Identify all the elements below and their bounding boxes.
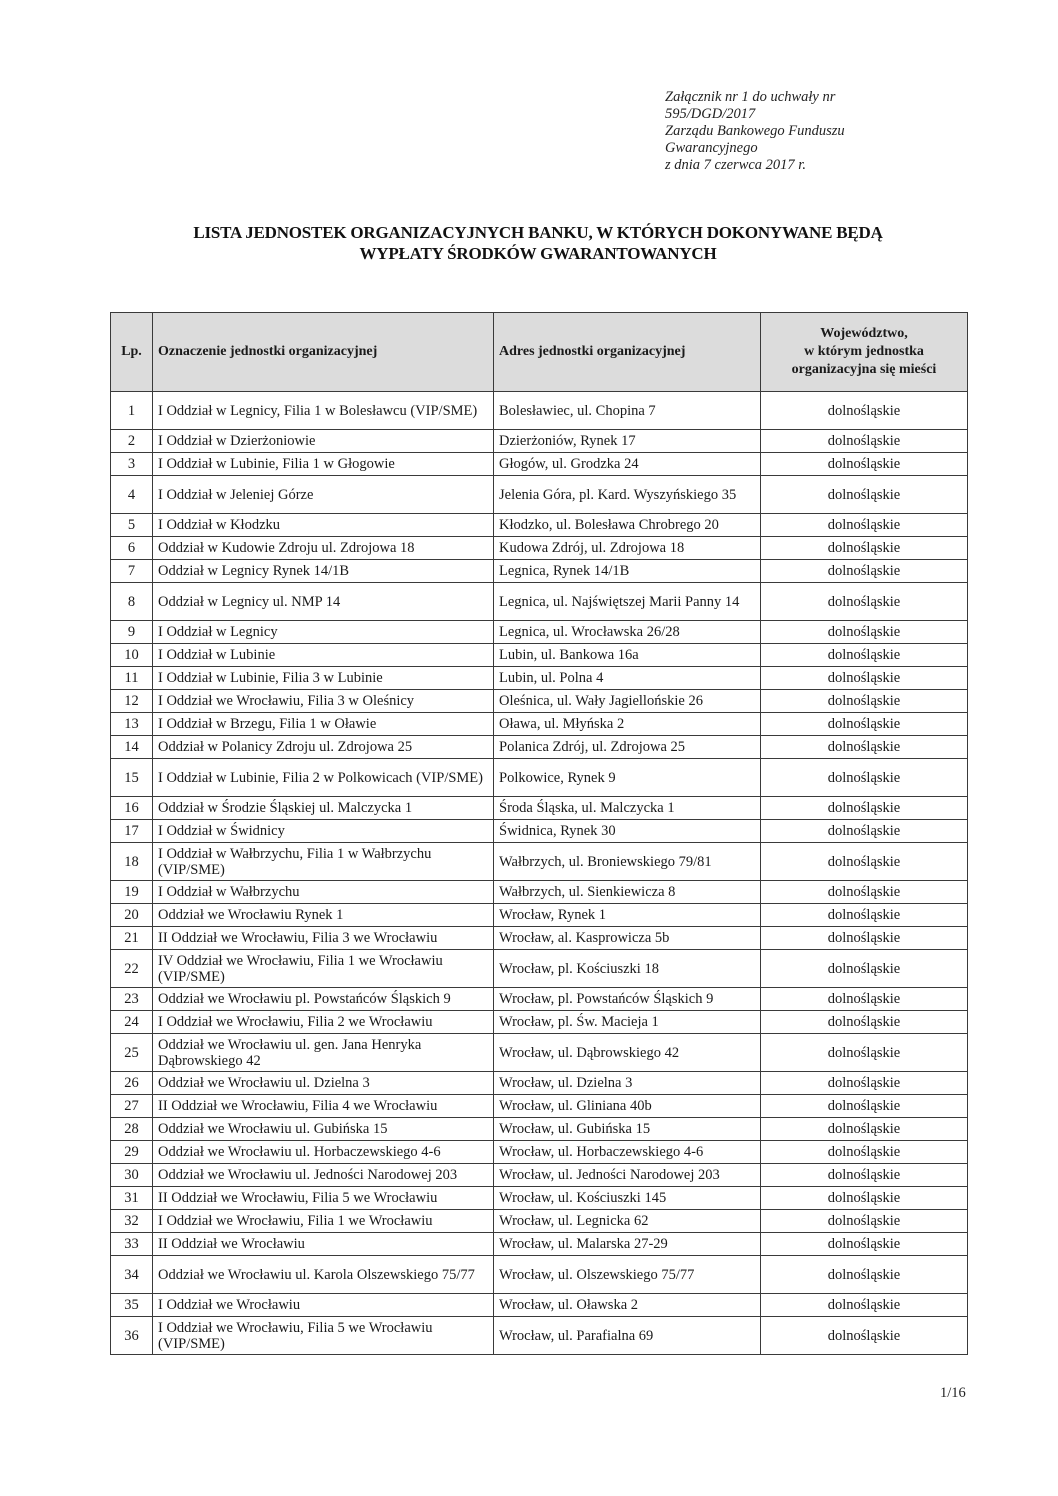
row-unit-name: I Oddział w Świdnicy <box>153 820 494 843</box>
row-voivodeship: dolnośląskie <box>761 1034 968 1072</box>
row-unit-name: I Oddział w Lubinie <box>153 644 494 667</box>
table-row <box>111 1118 968 1141</box>
row-unit-name: I Oddział w Kłodzku <box>153 514 494 537</box>
row-voivodeship: dolnośląskie <box>761 1317 968 1355</box>
row-voivodeship: dolnośląskie <box>761 1187 968 1210</box>
row-unit-name: I Oddział w Brzegu, Filia 1 w Oławie <box>153 713 494 736</box>
annex-line: Zarządu Bankowego Funduszu <box>665 123 845 139</box>
row-unit-address: Wrocław, ul. Jedności Narodowej 203 <box>494 1164 761 1187</box>
table-row <box>111 430 968 453</box>
row-voivodeship: dolnośląskie <box>761 1294 968 1317</box>
row-lp: 28 <box>111 1118 153 1141</box>
row-unit-name: I Oddział w Legnicy, Filia 1 w Bolesławcu (VIP/SME) <box>153 392 494 430</box>
row-unit-address: Bolesławiec, ul. Chopina 7 <box>494 392 761 430</box>
table-row <box>111 904 968 927</box>
row-unit-name: Oddział w Legnicy Rynek 14/1B <box>153 560 494 583</box>
table-row <box>111 667 968 690</box>
row-unit-name: Oddział we Wrocławiu Rynek 1 <box>153 904 494 927</box>
row-unit-address: Lubin, ul. Polna 4 <box>494 667 761 690</box>
row-lp: 29 <box>111 1141 153 1164</box>
row-unit-name: Oddział w Legnicy ul. NMP 14 <box>153 583 494 621</box>
table-row <box>111 736 968 759</box>
row-unit-address: Polanica Zdrój, ul. Zdrojowa 25 <box>494 736 761 759</box>
row-unit-address: Wrocław, ul. Gubińska 15 <box>494 1118 761 1141</box>
row-unit-name: II Oddział we Wrocławiu, Filia 3 we Wrocławiu <box>153 927 494 950</box>
row-unit-address: Dzierżoniów, Rynek 17 <box>494 430 761 453</box>
row-voivodeship: dolnośląskie <box>761 881 968 904</box>
table-row <box>111 881 968 904</box>
row-voivodeship: dolnośląskie <box>761 988 968 1011</box>
row-lp: 36 <box>111 1317 153 1355</box>
row-voivodeship: dolnośląskie <box>761 736 968 759</box>
row-unit-address: Wrocław, ul. Olszewskiego 75/77 <box>494 1256 761 1294</box>
row-unit-address: Wrocław, al. Kasprowicza 5b <box>494 927 761 950</box>
row-lp: 7 <box>111 560 153 583</box>
row-unit-address: Świdnica, Rynek 30 <box>494 820 761 843</box>
row-voivodeship: dolnośląskie <box>761 583 968 621</box>
row-unit-address: Kłodzko, ul. Bolesława Chrobrego 20 <box>494 514 761 537</box>
row-unit-address: Kudowa Zdrój, ul. Zdrojowa 18 <box>494 537 761 560</box>
row-unit-name: I Oddział w Lubinie, Filia 3 w Lubinie <box>153 667 494 690</box>
table-row <box>111 1187 968 1210</box>
table-row <box>111 537 968 560</box>
row-voivodeship: dolnośląskie <box>761 820 968 843</box>
row-unit-address: Wrocław, ul. Horbaczewskiego 4-6 <box>494 1141 761 1164</box>
row-lp: 3 <box>111 453 153 476</box>
row-unit-name: Oddział w Polanicy Zdroju ul. Zdrojowa 25 <box>153 736 494 759</box>
table-row <box>111 927 968 950</box>
table-row <box>111 1210 968 1233</box>
document-title-line-2: WYPŁATY ŚRODKÓW GWARANTOWANYCH <box>359 244 717 263</box>
row-unit-name: Oddział we Wrocławiu ul. Dzielna 3 <box>153 1072 494 1095</box>
row-voivodeship: dolnośląskie <box>761 430 968 453</box>
table-row <box>111 1164 968 1187</box>
row-unit-address: Wałbrzych, ul. Sienkiewicza 8 <box>494 881 761 904</box>
header-voivodeship <box>761 313 968 392</box>
row-unit-name: I Oddział we Wrocławiu, Filia 3 w Oleśnicy <box>153 690 494 713</box>
row-lp: 16 <box>111 797 153 820</box>
row-voivodeship: dolnośląskie <box>761 621 968 644</box>
annex-line: 595/DGD/2017 <box>665 106 756 122</box>
row-lp: 1 <box>111 392 153 430</box>
row-lp: 30 <box>111 1164 153 1187</box>
row-lp: 6 <box>111 537 153 560</box>
table-row <box>111 476 968 514</box>
row-unit-name: II Oddział we Wrocławiu, Filia 4 we Wrocławiu <box>153 1095 494 1118</box>
row-unit-name: I Oddział w Lubinie, Filia 2 w Polkowicach (VIP/SME) <box>153 759 494 797</box>
row-lp: 13 <box>111 713 153 736</box>
row-unit-name: Oddział we Wrocławiu ul. Karola Olszewskiego 75/77 <box>153 1256 494 1294</box>
row-lp: 17 <box>111 820 153 843</box>
row-unit-address: Polkowice, Rynek 9 <box>494 759 761 797</box>
table-header-row <box>111 313 968 392</box>
row-voivodeship: dolnośląskie <box>761 797 968 820</box>
row-lp: 26 <box>111 1072 153 1095</box>
row-voivodeship: dolnośląskie <box>761 1256 968 1294</box>
table-row <box>111 950 968 988</box>
row-voivodeship: dolnośląskie <box>761 560 968 583</box>
row-lp: 4 <box>111 476 153 514</box>
table-row <box>111 1072 968 1095</box>
row-lp: 15 <box>111 759 153 797</box>
row-unit-address: Wałbrzych, ul. Broniewskiego 79/81 <box>494 843 761 881</box>
row-lp: 19 <box>111 881 153 904</box>
table-row <box>111 583 968 621</box>
row-lp: 22 <box>111 950 153 988</box>
table-row <box>111 1233 968 1256</box>
row-unit-name: IV Oddział we Wrocławiu, Filia 1 we Wrocławiu (VIP/SME) <box>153 950 494 988</box>
row-voivodeship: dolnośląskie <box>761 759 968 797</box>
row-voivodeship: dolnośląskie <box>761 713 968 736</box>
row-lp: 33 <box>111 1233 153 1256</box>
row-unit-address: Jelenia Góra, pl. Kard. Wyszyńskiego 35 <box>494 476 761 514</box>
row-voivodeship: dolnośląskie <box>761 1233 968 1256</box>
row-unit-address: Wrocław, ul. Oławska 2 <box>494 1294 761 1317</box>
row-lp: 20 <box>111 904 153 927</box>
table-row <box>111 1294 968 1317</box>
row-unit-address: Lubin, ul. Bankowa 16a <box>494 644 761 667</box>
row-unit-name: I Oddział we Wrocławiu <box>153 1294 494 1317</box>
header-voivodeship-line: w którym jednostka <box>804 344 924 359</box>
row-unit-address: Wrocław, ul. Malarska 27-29 <box>494 1233 761 1256</box>
table-row <box>111 1034 968 1072</box>
row-unit-name: Oddział we Wrocławiu pl. Powstańców Śląskich 9 <box>153 988 494 1011</box>
row-unit-address: Wrocław, pl. Powstańców Śląskich 9 <box>494 988 761 1011</box>
row-unit-name: I Oddział w Jeleniej Górze <box>153 476 494 514</box>
annex-reference <box>665 89 955 174</box>
row-voivodeship: dolnośląskie <box>761 1072 968 1095</box>
row-lp: 5 <box>111 514 153 537</box>
row-unit-name: Oddział we Wrocławiu ul. Gubińska 15 <box>153 1118 494 1141</box>
row-unit-name: Oddział we Wrocławiu ul. Jedności Narodowej 203 <box>153 1164 494 1187</box>
row-lp: 8 <box>111 583 153 621</box>
annex-line: Gwarancyjnego <box>665 140 758 156</box>
row-lp: 25 <box>111 1034 153 1072</box>
row-unit-address: Głogów, ul. Grodzka 24 <box>494 453 761 476</box>
row-voivodeship: dolnośląskie <box>761 1095 968 1118</box>
row-unit-address: Wrocław, ul. Legnicka 62 <box>494 1210 761 1233</box>
row-unit-name: Oddział w Kudowie Zdroju ul. Zdrojowa 18 <box>153 537 494 560</box>
table-row <box>111 820 968 843</box>
row-voivodeship: dolnośląskie <box>761 1141 968 1164</box>
row-unit-address: Legnica, ul. Wrocławska 26/28 <box>494 621 761 644</box>
row-lp: 31 <box>111 1187 153 1210</box>
table-row <box>111 690 968 713</box>
row-unit-name: I Oddział w Wałbrzychu <box>153 881 494 904</box>
row-voivodeship: dolnośląskie <box>761 514 968 537</box>
row-voivodeship: dolnośląskie <box>761 904 968 927</box>
table-row <box>111 1256 968 1294</box>
document-title <box>110 222 966 264</box>
row-unit-address: Legnica, Rynek 14/1B <box>494 560 761 583</box>
table-row <box>111 644 968 667</box>
row-voivodeship: dolnośląskie <box>761 927 968 950</box>
row-voivodeship: dolnośląskie <box>761 644 968 667</box>
row-unit-name: II Oddział we Wrocławiu, Filia 5 we Wrocławiu <box>153 1187 494 1210</box>
row-unit-address: Wrocław, ul. Gliniana 40b <box>494 1095 761 1118</box>
row-lp: 9 <box>111 621 153 644</box>
table-row <box>111 1095 968 1118</box>
table-row <box>111 759 968 797</box>
row-lp: 35 <box>111 1294 153 1317</box>
row-lp: 2 <box>111 430 153 453</box>
annex-line: z dnia 7 czerwca 2017 r. <box>665 157 806 173</box>
row-unit-name: I Oddział w Legnicy <box>153 621 494 644</box>
row-voivodeship: dolnośląskie <box>761 1118 968 1141</box>
row-voivodeship: dolnośląskie <box>761 476 968 514</box>
row-unit-address: Wrocław, ul. Kościuszki 145 <box>494 1187 761 1210</box>
row-voivodeship: dolnośląskie <box>761 537 968 560</box>
annex-line: Załącznik nr 1 do uchwały nr <box>665 89 836 105</box>
table-row <box>111 392 968 430</box>
row-unit-address: Wrocław, pl. Św. Macieja 1 <box>494 1011 761 1034</box>
page-number: 1/16 <box>940 1385 966 1401</box>
header-unit-address: Adres jednostki organizacyjnej <box>494 313 761 392</box>
table-row <box>111 514 968 537</box>
table-row <box>111 843 968 881</box>
table-row <box>111 560 968 583</box>
header-voivodeship-line: Województwo, <box>820 326 908 341</box>
row-unit-address: Środa Śląska, ul. Malczycka 1 <box>494 797 761 820</box>
table-row <box>111 1317 968 1355</box>
table-row <box>111 621 968 644</box>
header-unit-name: Oznaczenie jednostki organizacyjnej <box>153 313 494 392</box>
row-lp: 11 <box>111 667 153 690</box>
row-lp: 24 <box>111 1011 153 1034</box>
header-voivodeship-line: organizacyjna się mieści <box>791 362 937 377</box>
row-unit-name: II Oddział we Wrocławiu <box>153 1233 494 1256</box>
row-lp: 18 <box>111 843 153 881</box>
row-unit-address: Oława, ul. Młyńska 2 <box>494 713 761 736</box>
row-lp: 32 <box>111 1210 153 1233</box>
row-voivodeship: dolnośląskie <box>761 1011 968 1034</box>
row-lp: 12 <box>111 690 153 713</box>
row-unit-address: Oleśnica, ul. Wały Jagiellońskie 26 <box>494 690 761 713</box>
row-unit-address: Wrocław, pl. Kościuszki 18 <box>494 950 761 988</box>
row-lp: 27 <box>111 1095 153 1118</box>
row-voivodeship: dolnośląskie <box>761 950 968 988</box>
table-row <box>111 1141 968 1164</box>
row-voivodeship: dolnośląskie <box>761 1210 968 1233</box>
document-title-line-1: LISTA JEDNOSTEK ORGANIZACYJNYCH BANKU, W KTÓRYCH DOKONYWANE BĘDĄ <box>193 223 883 242</box>
row-voivodeship: dolnośląskie <box>761 392 968 430</box>
row-lp: 10 <box>111 644 153 667</box>
table-body <box>111 392 968 1355</box>
table-row <box>111 453 968 476</box>
row-voivodeship: dolnośląskie <box>761 1164 968 1187</box>
row-unit-address: Legnica, ul. Najświętszej Marii Panny 14 <box>494 583 761 621</box>
row-voivodeship: dolnośląskie <box>761 453 968 476</box>
row-unit-address: Wrocław, Rynek 1 <box>494 904 761 927</box>
row-unit-name: I Oddział w Lubinie, Filia 1 w Głogowie <box>153 453 494 476</box>
row-unit-name: I Oddział w Dzierżoniowie <box>153 430 494 453</box>
table-row <box>111 797 968 820</box>
row-voivodeship: dolnośląskie <box>761 843 968 881</box>
row-unit-address: Wrocław, ul. Parafialna 69 <box>494 1317 761 1355</box>
row-voivodeship: dolnośląskie <box>761 667 968 690</box>
header-lp: Lp. <box>111 313 153 392</box>
row-unit-name: Oddział w Środzie Śląskiej ul. Malczycka 1 <box>153 797 494 820</box>
row-unit-name: I Oddział w Wałbrzychu, Filia 1 w Wałbrzychu (VIP/SME) <box>153 843 494 881</box>
row-lp: 14 <box>111 736 153 759</box>
row-lp: 23 <box>111 988 153 1011</box>
row-lp: 34 <box>111 1256 153 1294</box>
row-unit-name: I Oddział we Wrocławiu, Filia 2 we Wrocławiu <box>153 1011 494 1034</box>
row-unit-name: Oddział we Wrocławiu ul. Horbaczewskiego 4-6 <box>153 1141 494 1164</box>
row-lp: 21 <box>111 927 153 950</box>
row-unit-address: Wrocław, ul. Dąbrowskiego 42 <box>494 1034 761 1072</box>
table-row <box>111 1011 968 1034</box>
row-voivodeship: dolnośląskie <box>761 690 968 713</box>
row-unit-address: Wrocław, ul. Dzielna 3 <box>494 1072 761 1095</box>
row-unit-name: I Oddział we Wrocławiu, Filia 1 we Wrocławiu <box>153 1210 494 1233</box>
row-unit-name: Oddział we Wrocławiu ul. gen. Jana Henryka Dąbrowskiego 42 <box>153 1034 494 1072</box>
table-row <box>111 713 968 736</box>
branch-list-table <box>110 312 968 1355</box>
table-row <box>111 988 968 1011</box>
row-unit-name: I Oddział we Wrocławiu, Filia 5 we Wrocławiu (VIP/SME) <box>153 1317 494 1355</box>
